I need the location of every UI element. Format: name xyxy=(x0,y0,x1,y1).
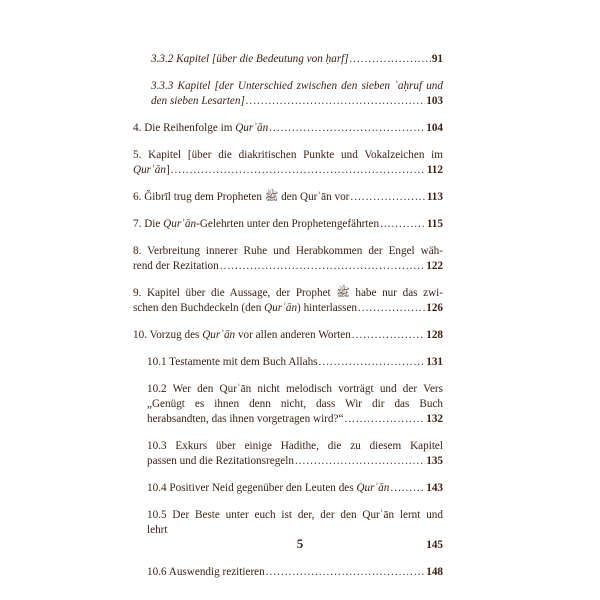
toc-entry-text-line: 10.3 Exkurs über einige Hadithe, die zu diesem Kapitel xyxy=(147,440,443,452)
toc-title-part: 10. Vorzug des xyxy=(133,329,203,341)
toc-title-part: rend der Rezitation xyxy=(133,260,219,272)
toc-page-number: 128 xyxy=(426,329,443,341)
toc-entry-title xyxy=(151,94,245,109)
toc-entry-e101[interactable] xyxy=(133,355,443,370)
dot-leader xyxy=(295,454,425,469)
toc-entry-leader-line xyxy=(133,163,443,178)
toc-page-number: 112 xyxy=(426,164,443,176)
toc-entry-leader-line xyxy=(133,301,443,316)
toc-page-number: 126 xyxy=(426,302,443,314)
dot-leader xyxy=(350,190,425,205)
toc-entry-leader-line xyxy=(133,328,443,343)
toc-entry-leader-line xyxy=(147,412,443,427)
toc-title-part: -Gelehrten unter den Prophetengefährten xyxy=(196,218,380,230)
toc-title-part: vor allen anderen Worten xyxy=(235,329,351,341)
toc-entry-title xyxy=(133,190,349,205)
toc-title-part: 10.6 Auswendig rezitieren xyxy=(147,566,265,578)
dot-leader xyxy=(390,481,425,496)
toc-entry-text-line: 5. Kapitel [über die diakritischen Punkte und Vokalzeichen im xyxy=(133,149,443,161)
toc-entry-title xyxy=(147,481,389,496)
table-of-contents xyxy=(133,52,443,592)
toc-entry-text-line: „Genügt es ihnen denn nicht, dass Wir dir das Buch xyxy=(147,398,443,410)
toc-entry-title xyxy=(147,412,343,427)
dot-leader xyxy=(246,94,425,109)
dot-leader xyxy=(344,412,425,427)
toc-page-number: 135 xyxy=(426,455,443,467)
toc-entry-leader-line xyxy=(133,259,443,274)
toc-title-part: 4. Die Reihenfolge im xyxy=(133,122,236,134)
toc-entry-text-line: lehrt xyxy=(147,524,168,536)
toc-entry-leader-line xyxy=(133,121,443,136)
toc-entry-text-line: 9. Kapitel über die Aussage, der Prophet ﷺ habe nur das zwi- xyxy=(133,287,443,299)
dot-leader xyxy=(358,301,425,316)
toc-entry-title xyxy=(133,301,357,316)
toc-entry-e333[interactable] xyxy=(133,79,443,109)
toc-page-number: 145 xyxy=(426,539,443,551)
toc-title-italic: Qurʾān xyxy=(133,164,166,176)
toc-entry-leader-line xyxy=(133,217,443,232)
toc-entry-title xyxy=(147,355,318,370)
toc-entry-text-line: 3.3.3 Kapitel [der Unterschied zwischen den sieben ʾaḥruf und xyxy=(151,80,443,92)
toc-title-part: passen und die Rezitationsregeln xyxy=(147,455,294,467)
toc-page-number: 122 xyxy=(426,260,443,272)
toc-title-italic: ḥarf xyxy=(325,53,345,65)
toc-title-part: 6. Ǧibrīl trug dem Propheten ﷺ den Qurʾān vor xyxy=(133,191,350,203)
toc-page-number: 115 xyxy=(426,218,443,230)
toc-entry-leader-line xyxy=(151,94,443,109)
page-number: 5 xyxy=(296,536,304,551)
toc-title-part: 3.3.2 Kapitel [über die Bedeutung von xyxy=(151,53,326,65)
toc-title-italic: Qurʾān xyxy=(356,482,390,494)
toc-entry-e4[interactable] xyxy=(133,121,443,136)
toc-title-part: 7. Die xyxy=(133,218,164,230)
toc-entry-e102[interactable] xyxy=(133,382,443,427)
dot-leader xyxy=(269,121,425,136)
toc-entry-e104[interactable] xyxy=(133,481,443,496)
toc-entry-text-line: 10.2 Wer den Qurʾān nicht melodisch vorträgt und der Vers xyxy=(147,383,443,395)
toc-page-number: 91 xyxy=(431,53,443,65)
toc-title-italic: Qurʾān xyxy=(264,302,298,314)
toc-entry-text-line: 8. Verbreitung innerer Ruhe und Herabkommen der Engel wäh- xyxy=(133,245,443,257)
toc-entry-e9[interactable] xyxy=(133,286,443,316)
toc-entry-leader-line xyxy=(133,190,443,205)
toc-entry-title xyxy=(151,52,349,67)
toc-entry-title xyxy=(147,454,294,469)
toc-entry-e8[interactable] xyxy=(133,244,443,274)
toc-title-italic: Qurʾān xyxy=(202,329,236,341)
dot-leader xyxy=(220,259,425,274)
dot-leader xyxy=(319,355,426,370)
toc-entry-leader-line xyxy=(147,481,443,496)
toc-entry-leader-line xyxy=(147,565,443,580)
toc-title-part: ] xyxy=(165,164,170,176)
toc-entry-title xyxy=(133,328,351,343)
toc-entry-e103[interactable] xyxy=(133,439,443,469)
toc-entry-e6[interactable] xyxy=(133,190,443,205)
toc-title-italic: Qurʾān xyxy=(235,122,269,134)
dot-leader xyxy=(380,217,426,232)
toc-entry-title xyxy=(147,565,265,580)
toc-entry-title xyxy=(133,121,268,136)
dot-leader xyxy=(171,163,426,178)
toc-entry-leader-line xyxy=(147,454,443,469)
toc-title-part: herabsandten, das ihnen vorgetragen wird?“ xyxy=(147,413,344,425)
toc-title-part: schen den Buchdeckeln (den xyxy=(133,302,265,314)
dot-leader xyxy=(352,328,425,343)
toc-title-italic: Qurʾān xyxy=(163,218,197,230)
toc-entry-title xyxy=(133,163,170,178)
toc-title-part: ] xyxy=(344,53,349,65)
toc-title-part: 10.1 Testamente mit dem Buch Allahs xyxy=(147,356,318,368)
toc-page-number: 104 xyxy=(426,122,443,134)
toc-title-part: 10.4 Positiver Neid gegenüber den Leuten des xyxy=(147,482,357,494)
dot-leader xyxy=(350,52,431,67)
toc-entry-leader-line xyxy=(151,52,443,67)
toc-entry-e10[interactable] xyxy=(133,328,443,343)
toc-entry-title xyxy=(133,217,379,232)
toc-entry-text-line: 10.5 Der Beste unter euch ist der, der den Qurʾān lernt und xyxy=(147,509,443,521)
toc-page-number: 132 xyxy=(426,413,443,425)
toc-entry-e7[interactable] xyxy=(133,217,443,232)
toc-title-part: den sieben Lesarten] xyxy=(151,95,245,107)
toc-entry-leader-line xyxy=(147,355,443,370)
dot-leader xyxy=(266,565,425,580)
toc-title-part: ) hinterlassen xyxy=(297,302,358,314)
toc-entry-title xyxy=(133,259,219,274)
toc-page-number: 143 xyxy=(426,482,443,494)
toc-page-number: 131 xyxy=(426,356,443,368)
toc-page-number: 148 xyxy=(426,566,443,578)
toc-page-number: 113 xyxy=(426,191,443,203)
toc-entry-e106[interactable] xyxy=(133,565,443,580)
toc-entry-e332[interactable] xyxy=(133,52,443,67)
toc-entry-e5[interactable] xyxy=(133,148,443,178)
toc-page-number: 103 xyxy=(426,95,443,107)
